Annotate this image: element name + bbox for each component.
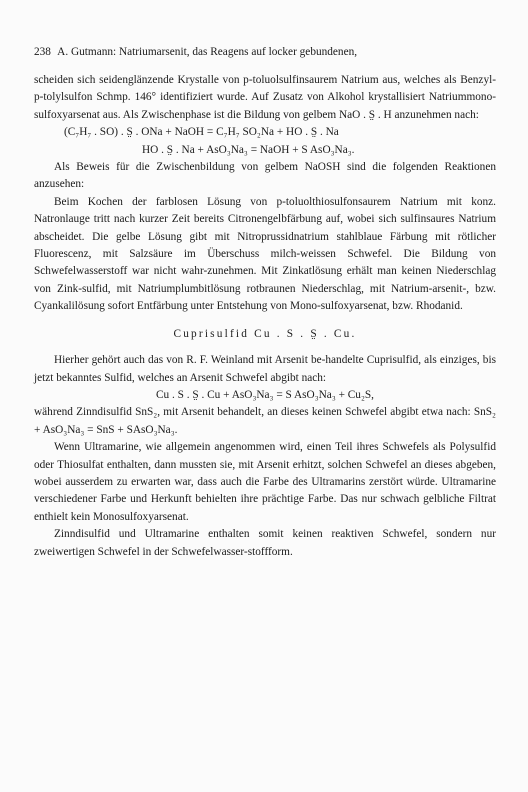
equation-3: Cu . S . S̤ . Cu + AsO₃Na₃ = S AsO₃Na₃ + Cu₂S, (155, 388, 375, 401)
section-heading: Cuprisulfid Cu . S . S̤ . Cu. (173, 327, 357, 340)
body-text (34, 72, 496, 561)
running-header (34, 44, 494, 61)
paragraph-conclusion: Zinndisulfid und Ultramarine enthalten somit keinen reaktiven Schwefel, sondern nur zweiwertigen Schwefel in der Schwefelwasser-stoffform. (34, 528, 496, 558)
equation-1: (C₇H₇ . SO) . S̤ . ONa + NaOH = C₇H₇ SO₂Na + HO . S̤ . Na (64, 126, 339, 139)
paragraph-zinndisulfid: während Zinndisulfid SnS₂, mit Arsenit behandelt, an dieses keinen Schwefel abgibt etwa nach: SnS₂ + AsO₃Na₃ = SnS + SAsO₃Na₃. (34, 406, 496, 436)
equation-2: HO . S̤ . Na + AsO₃Na₃ = NaOH + S AsO₃Na₃. (142, 143, 355, 156)
paragraph-cuprisulfid: Hierher gehört auch das von R. F. Weinland mit Arsenit be-handelte Cuprisulfid, als einziges, bis jetzt bekanntes Sulfid, welches an Arsenit Schwefel abgibt nach: (34, 354, 496, 384)
paragraph-evidence: Als Beweis für die Zwischenbildung von gelbem NaOSH sind die folgenden Reaktionen anzusehen: (34, 161, 496, 191)
paragraph-ultramarine: Wenn Ultramarine, wie allgemein angenommen wird, einen Teil ihres Schwefels als Polysulfid oder Thiosulfat enthalten, dann mussten sie, mit Arsenit erhitzt, solchen Schwefel an dieses abgeben, wobei ausserdem zu erwarten war, dass auch die Farbe des Ultramarins zerstört würde. Ultramarine verschiedener Farbe und Herkunft behielten ihre prächtige Farbe. Das nur schwach gelbliche Filtrat enthielt kein Monosulfoxyarsenat. (34, 441, 496, 523)
page-number: 238 (34, 46, 51, 58)
paragraph-continuation: scheiden sich seidenglänzende Krystalle von p-toluolsulfinsaurem Natrium aus, welches als Benzyl-p-tolylsulfon Schmp. 146° identifiziert wurde. Auf Zusatz von Alkohol krystallisiert Natriummono-sulfoxyarsenat aus. Als Zwischenphase ist die Bildung von gelbem NaO . S̤ . H anzunehmen nach: (34, 74, 496, 121)
paragraph-reactions: Beim Kochen der farblosen Lösung von p-toluolthiosulfonsaurem Natrium mit konz. Natronlauge tritt nach kurzer Zeit bereits Citronengelbfärbung auf, wobei sich sulfinsaures Natrium abscheidet. Die gelbe Lösung gibt mit Nitroprussidnatrium stahlblaue Färbung mit rötlicher Fluorescenz, mit Salzsäure im Überschuss milch-weissen Schwefel. Die Bildung von Schwefelwasserstoff war nicht wahr-zunehmen. Mit Zinkatlösung erhält man keinen Niederschlag von Zink-sulfid, mit Natriumplumbitlösung rotbraunen Niederschlag, mit Natrium-arsenit-, bzw. Cyankalilösung sofort Entfärbung unter Entstehung von Mono-sulfoxyarsenat, bzw. Rhodanid. (34, 195, 496, 313)
running-title: A. Gutmann: Natriumarsenit, das Reagens auf locker gebundenen, (57, 46, 358, 58)
